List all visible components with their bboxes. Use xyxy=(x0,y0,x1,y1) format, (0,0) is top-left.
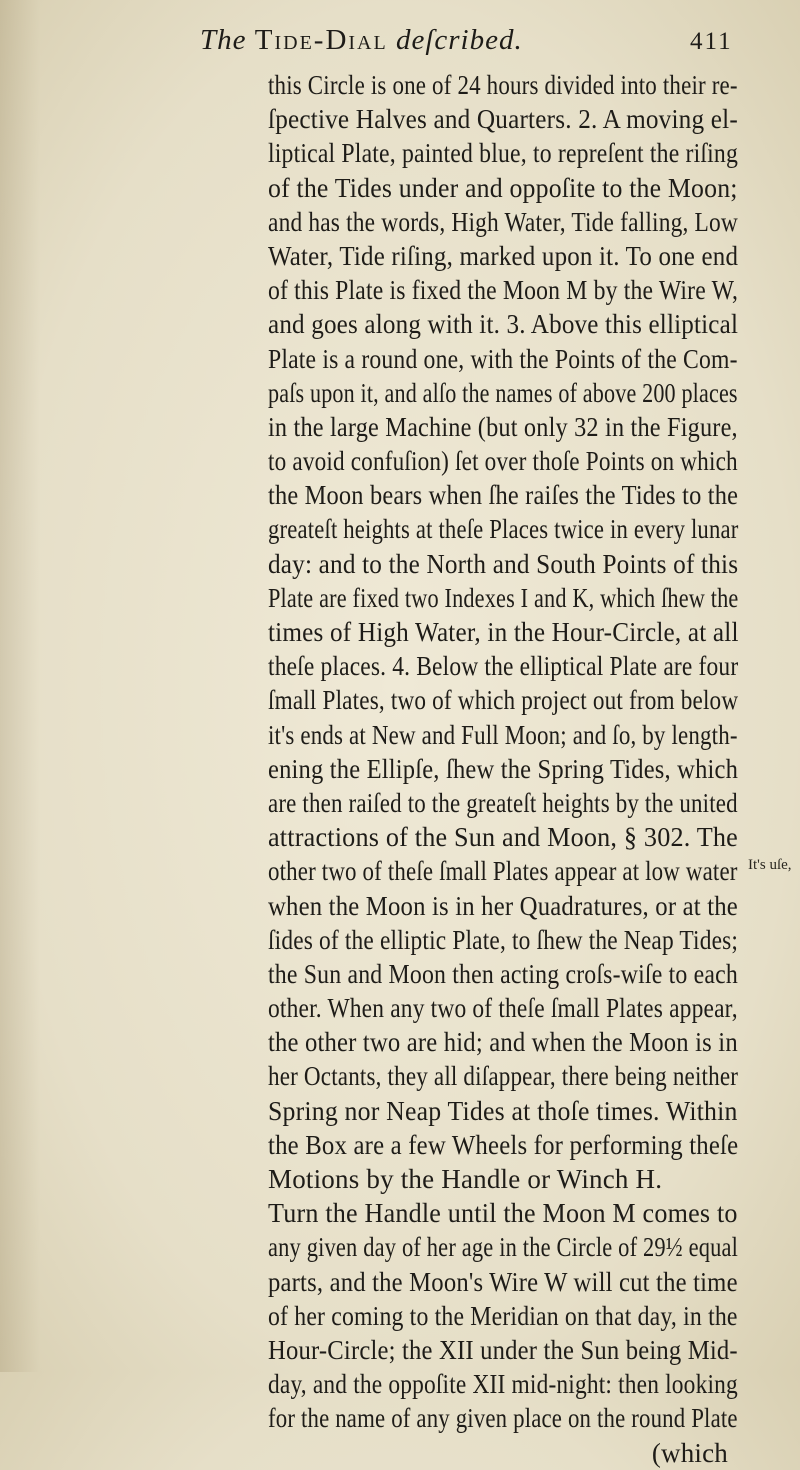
text-line: of her coming to the Meridian on that day, in the xyxy=(268,1300,738,1331)
gutter-shadow xyxy=(0,0,40,1372)
text-line: the Moon bears when ſhe raiſes the Tides to the xyxy=(268,480,739,511)
text-line: Spring nor Neap Tides at thoſe times. Within xyxy=(268,1095,738,1126)
text-line: other two of theſe ſmall Plates appear at low water xyxy=(268,856,738,887)
text-line: Motions by the Handle or Winch H. xyxy=(268,1164,663,1194)
running-head xyxy=(0,24,800,58)
text-line: when the Moon is in her Quadratures, or at the xyxy=(268,890,738,921)
text-line: ſmall Plates, two of which project out from below xyxy=(268,685,739,716)
text-line: and goes along with it. 3. Above this elliptical xyxy=(268,309,739,340)
text-line: ſides of the elliptic Plate, to ſhew the Neap Tides; xyxy=(268,924,739,955)
text-line: the Sun and Moon then acting croſs-wiſe to each xyxy=(268,958,738,989)
text-line: are then raiſed to the greateſt heights by the united xyxy=(268,787,738,818)
text-line: it's ends at New and Full Moon; and ſo, by length- xyxy=(268,719,738,750)
text-line: in the large Machine (but only 32 in the Figure, xyxy=(268,411,738,442)
text-line: parts, and the Moon's Wire W will cut the time xyxy=(268,1266,738,1297)
text-line: Water, Tide riſing, marked upon it. To one end xyxy=(268,240,739,271)
text-line: other. When any two of theſe ſmall Plates appear, xyxy=(268,993,738,1024)
text-line: Turn the Handle until the Moon M comes to xyxy=(268,1198,738,1229)
running-head-title xyxy=(200,24,523,57)
margin-note: It's uſe, xyxy=(748,857,792,873)
text-line: her Octants, they all diſappear, there being neither xyxy=(268,1061,739,1092)
text-line: greateſt heights at theſe Places twice in every lunar xyxy=(268,514,739,545)
text-line: Hour-Circle; the XII under the Sun being Mid- xyxy=(268,1334,738,1365)
catchword: (which xyxy=(651,1437,728,1468)
text-line: any given day of her age in the Circle of 29½ equal xyxy=(268,1232,739,1263)
text-line: for the name of any given place on the round Plate xyxy=(268,1403,738,1434)
text-line: times of High Water, in the Hour-Circle, at all xyxy=(268,617,739,647)
text-line: to avoid confuſion) ſet over thoſe Points on which xyxy=(268,446,738,477)
text-line: paſs upon it, and alſo the names of above 200 places xyxy=(268,377,738,408)
text-line: the other two are hid; and when the Moon is in xyxy=(268,1027,738,1058)
text-line: ſpective Halves and Quarters. 2. A moving el- xyxy=(268,104,738,135)
title-word-described: deſcribed. xyxy=(395,24,523,56)
text-line: of the Tides under and oppoſite to the Moon; xyxy=(268,172,738,203)
text-line: of this Plate is fixed the Moon M by the Wire W, xyxy=(268,275,739,306)
text-line: this Circle is one of 24 hours divided into their re- xyxy=(268,70,738,100)
text-line: liptical Plate, painted blue, to repreſent the riſing xyxy=(268,138,738,169)
title-word-tide-dial: Tide-Dial xyxy=(254,24,388,56)
text-line: theſe places. 4. Below the elliptical Plate are four xyxy=(268,651,739,682)
body-text xyxy=(268,68,738,1470)
text-line: Plate are fixed two Indexes I and K, which ſhew the xyxy=(268,582,739,613)
text-line: day: and to the North and South Points of this xyxy=(268,548,739,579)
page-number: 411 xyxy=(690,28,733,55)
text-line: day, and the oppoſite XII mid-night: then looking xyxy=(268,1369,738,1400)
text-line: and has the words, High Water, Tide falling, Low xyxy=(268,206,738,237)
text-line: the Box are a few Wheels for performing theſe xyxy=(268,1129,739,1160)
text-line: Plate is a round one, with the Points of the Com- xyxy=(268,343,738,374)
text-line: attractions of the Sun and Moon, § 302. The xyxy=(268,822,738,853)
title-word-the: The xyxy=(200,24,247,56)
text-line: ening the Ellipſe, ſhew the Spring Tides, which xyxy=(268,753,739,784)
